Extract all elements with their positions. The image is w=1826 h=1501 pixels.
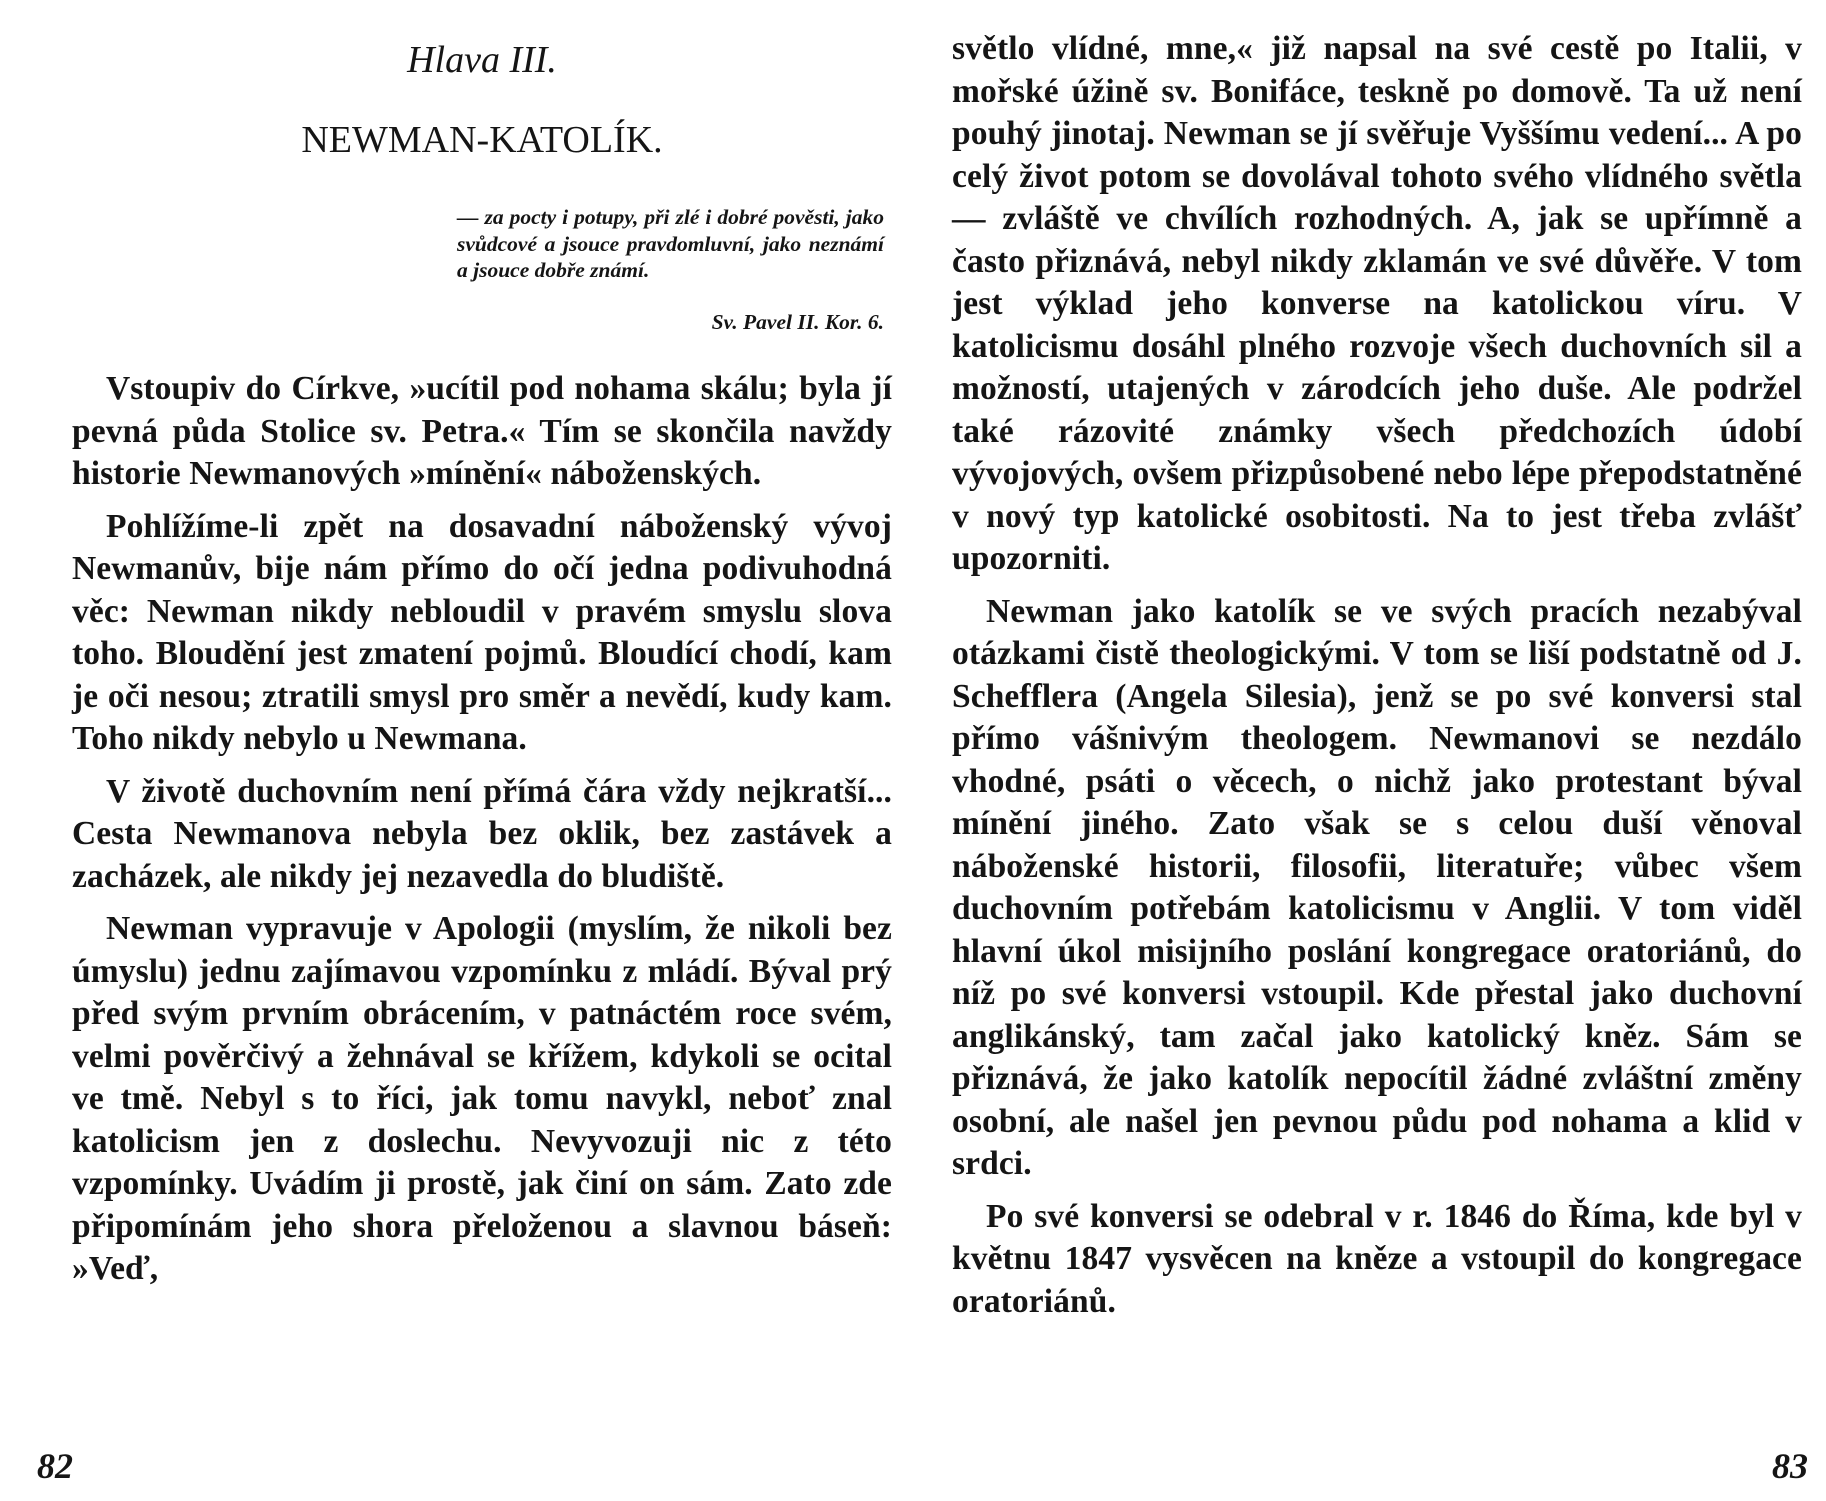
paragraph: Po své konversi se odebral v r. 1846 do Říma, kde byl v květnu 1847 vysvěcen na kněze a vstoupil do kongregace oratoriánů. — [952, 1197, 1802, 1320]
page-number-right: 83 — [1772, 1446, 1808, 1486]
paragraph: V životě duchovním není přímá čára vždy nejkratší... Cesta Newmanova nebyla bez oklik, bez zastávek a zacházek, ale nikdy jej nezavedla do bludiště. — [72, 772, 892, 895]
right-page — [952, 0, 1808, 1501]
chapter-title: NEWMAN-KATOLÍK. — [301, 119, 663, 161]
right-page-body — [952, 28, 1802, 1323]
page-number-left: 82 — [37, 1446, 73, 1486]
paragraph: Pohlížíme-li zpět na dosavadní náboženský vývoj Newmanův, bije nám přímo do očí jedna podivuhodná věc: Newman nikdy nebloudil v pravém smyslu slova toho. Bloudění jest zmatení pojmů. Bloudící chodí, kam je oči nesou; ztratili smysl pro směr a nevědí, kudy kam. Toho nikdy nebylo u Newmana. — [72, 507, 892, 757]
chapter-label: Hlava III. — [407, 39, 557, 81]
paragraph: Vstoupiv do Církve, »ucítil pod nohama skálu; byla jí pevná půda Stolice sv. Petra.« Tím se skončila navždy historie Newmanových »mínění« náboženských. — [72, 370, 892, 492]
paragraph: světlo vlídné, mne,« již napsal na své cestě po Italii, v mořské úžině sv. Bonifáce, teskně po domově. Ta už není pouhý jinotaj. Newman se jí svěřuje Vyššímu vedení... A po celý život potom se dovolával tohoto svého vlídného světla — zvláště ve chvílích rozhodných. A, jak se upřímně a často přiznává, nebyl nikdy zklamán ve své důvěře. V tom jest výklad jeho konverse na katolickou víru. V katolicismu dosáhl plného rozvoje všech duchovních sil a možností, utajených v zárodcích jeho duše. Ale podržel také rázovité známky všech předchozích údobí vývojových, ovšem přizpůsobené nebo lépe přepodstatněné v nový typ katolické osobitosti. Na to jest třeba zvlášť upozorniti. — [952, 30, 1802, 577]
left-page-body — [72, 368, 892, 1291]
left-page — [37, 0, 892, 1501]
paragraph: Newman jako katolík se ve svých pracích nezabýval otázkami čistě theologickými. V tom se liší podstatně od J. Schefflera (Angela Silesia), jenž se po své konversi stal přímo vášnivým theologem. Newmanovi se nezdálo vhodné, psáti o věcech, o nichž jako protestant býval mínění jiného. Zato však se s celou duší věnoval náboženské historii, filosofii, literatuře; vůbec všem duchovním potřebám katolicismu v Anglii. V tom viděl hlavní úkol misijního poslání kongregace oratoriánů, do níž po své konversi vstoupil. Kde přestal jako duchovní anglikánský, tam začal jako katolický kněz. Sám se přiznává, že jako katolík nepocítil žádné zvláštní změny osobní, ale našel jen pevnou půdu pod nohama a klid v srdci. — [952, 592, 1802, 1182]
epigraph-text: — za pocty i potupy, při zlé i dobré pověsti, jako svůdcové a jsouce pravdomluvní, jako neznámí a jsouce dobře známí. — [457, 205, 884, 282]
paragraph: Newman vypravuje v Apologii (myslím, že nikoli bez úmyslu) jednu zajímavou vzpomínku z mládí. Býval prý před svým prvním obrácením, v patnáctém roce svém, velmi pověrčivý a žehnával se křížem, kdykoli se ocital ve tmě. Nebyl s to říci, jak tomu navykl, neboť znal katolicism jen z doslechu. Nevyvozuji nic z této vzpomínky. Uvádím ji prostě, jak činí on sám. Zato zde připomínám jeho shora přeloženou a slavnou báseň: »Veď, — [72, 910, 892, 1287]
epigraph-source: Sv. Pavel II. Kor. 6. — [711, 310, 884, 334]
